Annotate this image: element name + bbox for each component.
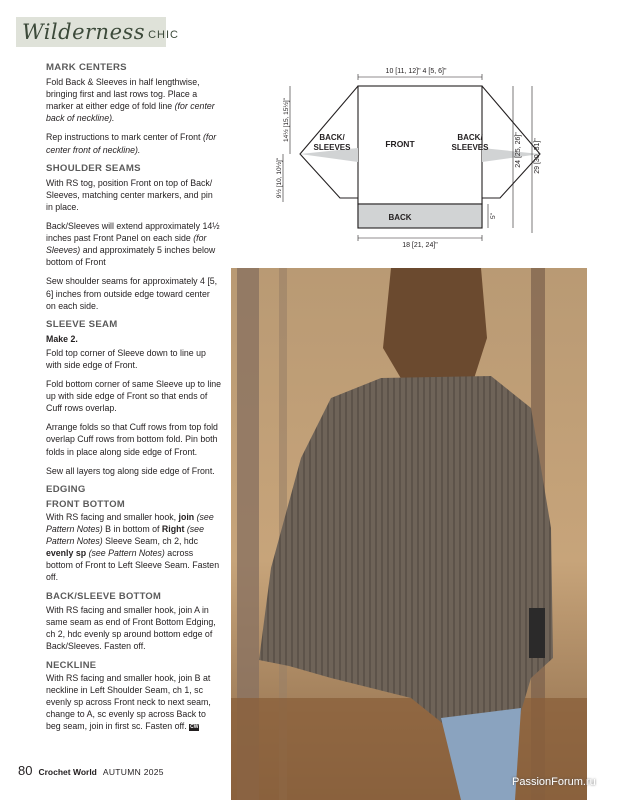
back-band [358,204,482,228]
text: With RS facing and smaller hook, [46,511,177,522]
label-right-sleeves-1: BACK/ [457,133,483,142]
text: Fold Back & Sleeves in half lengthwise, bringing first and last rows tog. Place a marker at either edge of fold line [46,77,200,112]
heading-neckline: NECKLINE [46,658,97,670]
paragraph [46,511,222,584]
paragraph: Arrange folds so that Cuff rows from top fold overlap Cuff rows from bottom fold. Pin both folds in place along side edge of Front. [46,422,218,457]
text: Back/Sleeves will extend approximately 14½ inches past Front Panel on each side [46,221,220,244]
text: across bottom of Front to Left Sleeve Seam. Fasten off. [46,548,220,583]
heading-shoulder-seams: SHOULDER SEAMS [46,162,141,174]
make-count: Make 2. [46,333,78,344]
paragraph [46,672,222,732]
note: (for Sleeves) [46,233,207,256]
sleeve-cuff [529,608,545,658]
text: and approximately 5 inches below bottom of Front [46,245,216,268]
heading-sleeve-seam: SLEEVE SEAM [46,318,118,330]
heading-edging: EDGING [46,483,86,495]
dim-back-band: 5" [490,213,497,219]
section-brand-header [16,17,179,47]
note: (for center back of neckline). [46,101,215,124]
label-front: FRONT [385,139,415,149]
instructions-column [46,62,222,740]
paragraph: Fold bottom corner of same Sleeve up to line up with side edge of Front so that ends of Cuff rows overlap. [46,379,222,414]
text: Sleeve Seam, ch 2, hdc [105,536,199,547]
dim-top: 10 [11, 12]" 4 [5, 6]" [385,68,447,75]
dim-right-inner: 24 [25, 26]" [515,132,522,168]
term: Right [161,524,185,534]
paragraph: With RS facing and smaller hook, join A in same seam as end of Front Bottom Edging, ch 2, hdc evenly sp around bottom edge of Back/Sleeves. Fasten off. [46,604,216,651]
label-left-sleeves-2: SLEEVES [313,143,351,152]
paragraph [46,131,222,155]
paragraph [46,220,222,268]
paragraph: Fold top corner of Sleeve down to line up with side edge of Front. [46,347,206,370]
text: With RS facing and smaller hook, join B at neckline in Left Shoulder Seam, ch 1, sc evenly sp across Front neck to next seam, change to A, sc evenly sp across Back to beg seam, join in first sc. Fasten off. [46,673,211,732]
dim-right-outer: 29 [30, 31]" [534,138,541,174]
brand-subtitle: CHIC [148,28,179,41]
paragraph: Sew all layers tog along side edge of Front. [46,465,215,476]
paragraph: With RS tog, position Front on top of Back/ Sleeves, matching center markers, and pin in place. [46,177,213,212]
term: evenly sp [46,548,87,559]
dim-left-inner: 14½ [15, 15½]" [283,98,290,142]
end-mark-icon: CW [190,723,199,730]
hair [383,268,487,392]
dim-bottom: 18 [21, 24]" [402,242,438,249]
heading-back-sleeve-bottom: BACK/SLEEVE BOTTOM [46,590,162,602]
model-photo [231,268,587,800]
note: (for center front of neckline). [46,132,217,155]
note: (see Pattern Notes) [46,524,204,547]
text: B in bottom of [105,524,160,534]
paragraph [46,76,222,124]
label-back: BACK [388,213,412,222]
heading-mark-centers: MARK CENTERS [46,62,127,73]
dim-left-outer: 9½ [10, 10½]" [276,157,283,199]
schematic-diagram [270,58,570,258]
note: (see Pattern Notes) [88,548,165,559]
label-left-sleeves-1: BACK/ [319,133,345,142]
note: (see Pattern Notes) [46,511,214,534]
page-number: 80 [18,763,33,778]
issue-label: AUTUMN 2025 [102,767,164,777]
brand-title: Wilderness [22,20,146,44]
text: Rep instructions to mark center of Front [46,132,201,143]
watermark: PassionForum.ru [512,776,596,788]
page-footer [18,763,164,778]
term: join [178,511,195,522]
heading-front-bottom: FRONT BOTTOM [46,497,125,509]
label-right-sleeves-2: SLEEVES [451,143,489,152]
paragraph: Sew shoulder seams for approximately 4 [5, 6] inches from outside edge toward center on each side. [46,276,218,311]
magazine-title: Crochet World [38,767,97,777]
